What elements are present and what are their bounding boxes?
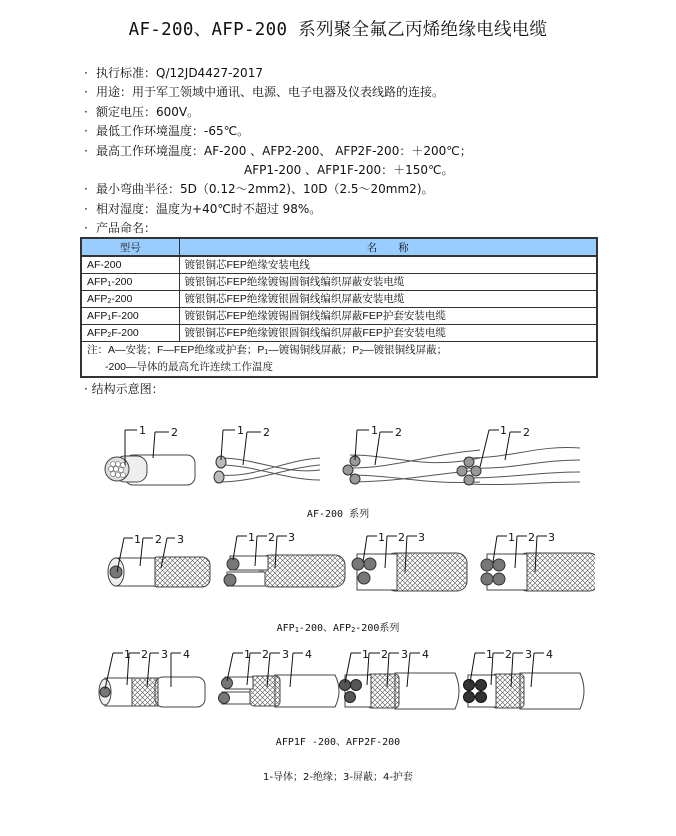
spec-usage [84, 83, 604, 102]
svg-text:1: 1 [134, 533, 141, 546]
header-name: 名 称 [179, 238, 597, 256]
name-cell: 镀银铜芯FEP绝缘镀银圆铜线编织屏蔽FEP护套安装电缆 [179, 324, 597, 341]
svg-text:3: 3 [548, 531, 555, 544]
afp200-single [108, 533, 210, 587]
svg-text:2: 2 [141, 648, 148, 661]
spec-humidity [84, 200, 604, 219]
structure-diagram-label: · 结构示意图： [84, 382, 164, 396]
svg-text:1: 1 [139, 424, 146, 437]
spec-label: 产品命名： [96, 221, 157, 236]
table-note-row [81, 341, 597, 377]
model-cell: AF-200 [81, 256, 179, 273]
structure-legend: 1-导体；2-绝缘；3-屏蔽；4-护套 [263, 772, 413, 783]
afpf200-pair [219, 648, 340, 707]
bullet-icon: · [84, 182, 88, 197]
bullet-icon: · [84, 382, 92, 396]
table-row [81, 273, 597, 290]
svg-text:1: 1 [248, 531, 255, 544]
name-cell: 镀银铜芯FEP绝缘安装电线 [179, 256, 597, 273]
model-cell: $AFP_1F-200$ [81, 307, 179, 324]
af200-quad [457, 424, 580, 485]
af200-caption: AF-200 系列 [306, 509, 370, 520]
spec-standard [84, 64, 604, 83]
bullet-icon: · [84, 124, 88, 139]
svg-text:2: 2 [398, 531, 405, 544]
table-row [81, 324, 597, 341]
afp200-triple [352, 531, 467, 591]
spec-label: 执行标准： [96, 66, 157, 80]
spec-max-temp [84, 142, 604, 161]
document-title: AF-200、AFP-200 系列聚全氟乙丙烯绝缘电线电缆 [128, 20, 548, 40]
table-row [81, 256, 597, 273]
table-row [81, 290, 597, 307]
spec-value: Q/12JD4427-2017 [156, 66, 263, 80]
spec-min-temp [84, 122, 604, 141]
spec-label: 最低工作环境温度： [96, 124, 205, 139]
afpf200-single [99, 648, 205, 707]
svg-text:4: 4 [422, 648, 429, 661]
afpf200-diagram [95, 645, 595, 720]
bullet-icon: · [84, 66, 88, 80]
model-cell: $AFP_1-200$ [81, 273, 179, 290]
svg-text:2: 2 [505, 648, 512, 661]
spec-naming [84, 219, 604, 238]
bullet-icon: · [84, 201, 88, 216]
svg-text:2: 2 [171, 426, 178, 439]
afp200-quad [481, 531, 595, 591]
svg-text:2: 2 [381, 648, 388, 661]
svg-text:1: 1 [371, 424, 378, 437]
model-cell: $AFP_2-200$ [81, 290, 179, 307]
bullet-icon: · [84, 143, 88, 158]
spec-label: 用途： [96, 85, 133, 100]
product-naming-table [80, 237, 598, 378]
spec-label: 相对湿度： [96, 201, 157, 216]
svg-text:2: 2 [268, 531, 275, 544]
header-model: 型号 [81, 238, 179, 256]
afpf200-caption: AFP1F -200、AFP2F-200 [275, 737, 401, 748]
table-row [81, 307, 597, 324]
svg-text:1: 1 [486, 648, 493, 661]
svg-text:3: 3 [161, 648, 168, 661]
svg-text:2: 2 [523, 426, 530, 439]
name-cell: 镀银铜芯FEP绝缘镀银圆铜线编织屏蔽安装电缆 [179, 290, 597, 307]
spec-list [84, 64, 604, 239]
table-header-row [81, 238, 597, 256]
afp200-caption: $AFP_1-200$、$AFP_2-200$系列 [276, 623, 400, 634]
afp200-diagram [95, 528, 595, 598]
svg-text:1: 1 [378, 531, 385, 544]
af200-diagram [95, 420, 595, 500]
svg-text:1: 1 [500, 424, 507, 437]
svg-text:2: 2 [263, 426, 270, 439]
spec-bend-radius [84, 180, 604, 199]
spec-label: 最高工作环境温度： [96, 143, 205, 158]
afp200-pair [224, 531, 345, 587]
spec-voltage [84, 103, 604, 122]
spec-value: 5D（0.12～2mm2)、10D（2.5～20mm2)。 [180, 182, 434, 197]
spec-value: -65℃。 [204, 124, 250, 139]
svg-text:4: 4 [546, 648, 553, 661]
svg-text:3: 3 [177, 533, 184, 546]
table-note: 注：A—安装；F—FEP绝缘或护套；$P_1—$镀锡铜线屏蔽；$P_2—$镀银铜线屏蔽； -200—导体的最高允许连续工作温度 [81, 341, 597, 377]
afpf200-quad [464, 648, 585, 709]
name-cell: 镀银铜芯FEP绝缘镀锡圆铜线编织屏蔽安装电缆 [179, 273, 597, 290]
svg-text:3: 3 [401, 648, 408, 661]
svg-text:1: 1 [124, 648, 131, 661]
spec-max-temp-continued [84, 161, 604, 180]
spec-label: 额定电压： [96, 104, 157, 119]
spec-value: AFP1-200 、AFP1F-200：＋150℃。 [244, 162, 454, 177]
svg-text:1: 1 [508, 531, 515, 544]
spec-value: 温度为+40℃时不超过 98%。 [156, 201, 322, 216]
svg-text:2: 2 [262, 648, 269, 661]
bullet-icon: · [84, 104, 88, 119]
svg-text:1: 1 [244, 648, 251, 661]
name-cell: 镀银铜芯FEP绝缘镀锡圆铜线编织屏蔽FEP护套安装电缆 [179, 307, 597, 324]
svg-text:3: 3 [418, 531, 425, 544]
spec-value: 600V。 [156, 104, 200, 119]
svg-text:4: 4 [305, 648, 312, 661]
spec-value: 用于军工领域中通讯、电源、电子电器及仪表线路的连接。 [132, 85, 445, 100]
afpf200-triple [340, 648, 460, 709]
svg-text:2: 2 [155, 533, 162, 546]
bullet-icon: · [84, 221, 88, 236]
svg-text:3: 3 [288, 531, 295, 544]
spec-label: 最小弯曲半径： [96, 182, 181, 197]
bullet-icon: · [84, 85, 88, 100]
svg-text:4: 4 [183, 648, 190, 661]
spec-value: AF-200 、AFP2-200、 AFP2F-200：＋200℃； [204, 143, 472, 158]
svg-text:1: 1 [237, 424, 244, 437]
af200-single-core [105, 424, 195, 485]
svg-text:2: 2 [528, 531, 535, 544]
svg-text:3: 3 [525, 648, 532, 661]
af200-twisted-pair [214, 424, 320, 483]
svg-text:2: 2 [395, 426, 402, 439]
svg-text:3: 3 [282, 648, 289, 661]
svg-text:1: 1 [362, 648, 369, 661]
model-cell: $AFP_2F-200$ [81, 324, 179, 341]
